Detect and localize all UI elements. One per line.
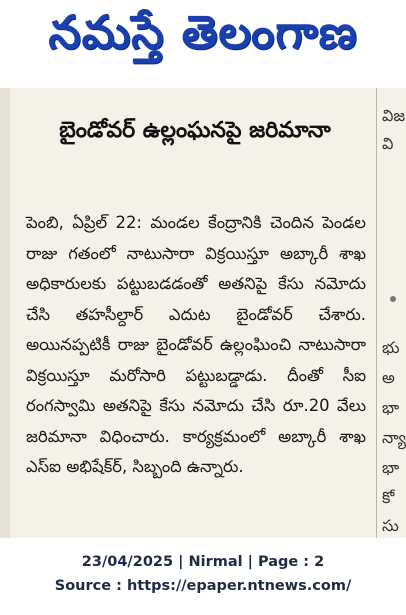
source-line: Source : https://epaper.ntnews.com/: [54, 578, 352, 594]
fragment-line: అ: [382, 368, 395, 387]
fragment-line: కో: [382, 488, 395, 507]
footer: [0, 538, 406, 615]
fragment-line: న్యా: [382, 428, 406, 447]
column-divider: [376, 88, 377, 538]
fragment-line: భా: [382, 398, 400, 417]
fragment-line: సు: [382, 516, 399, 535]
bullet-icon: [390, 296, 396, 302]
adjacent-column-edge: [0, 88, 10, 538]
fragment-line: వి: [382, 134, 394, 153]
article: [16, 88, 374, 538]
fragment-line: భు: [382, 338, 400, 357]
fragment-line: విజ: [382, 106, 406, 125]
article-body: పెంబి, ఏప్రిల్ 22: మండల కేంద్రానికి చెందిన పెండల రాజు గతంలో నాటుసారా విక్రయిస్తూ అబ్కారీ శాఖ అధికారులకు పట్టుబడడంతో అతనిపై కేసు నమోదు చేసి తహసీల్దార్ ఎదుట బైండోవర్ చేశారు. అయినప్పటికీ రాజు బైండోవర్ ఉల్లంఘించి నాటుసారా విక్రయిస్తూ మరోసారి పట్టుబడ్డాడు. దీంతో సీఐ రంగస్వామి అతనిపై కేసు నమోదు చేసి రూ.20 వేలు జరిమానా విధించారు. కార్యక్రమంలో అబ్కారీ శాఖ ఎస్ఐ అభిషేక్‌ర్, సిబ్బంది ఉన్నారు.: [26, 213, 366, 476]
masthead: [0, 0, 406, 82]
article-headline: బైండోవర్ ఉల్లంఘనపై జరిమానా: [59, 118, 331, 143]
publication-date-line: 23/04/2025 | Nirmal | Page : 2: [81, 554, 325, 570]
news-clipping: [0, 88, 406, 538]
adjacent-article-fragment: [382, 88, 406, 538]
fragment-line: భా: [382, 458, 400, 477]
newspaper-logo: నమస్తే తెలంగాణ: [48, 6, 358, 59]
